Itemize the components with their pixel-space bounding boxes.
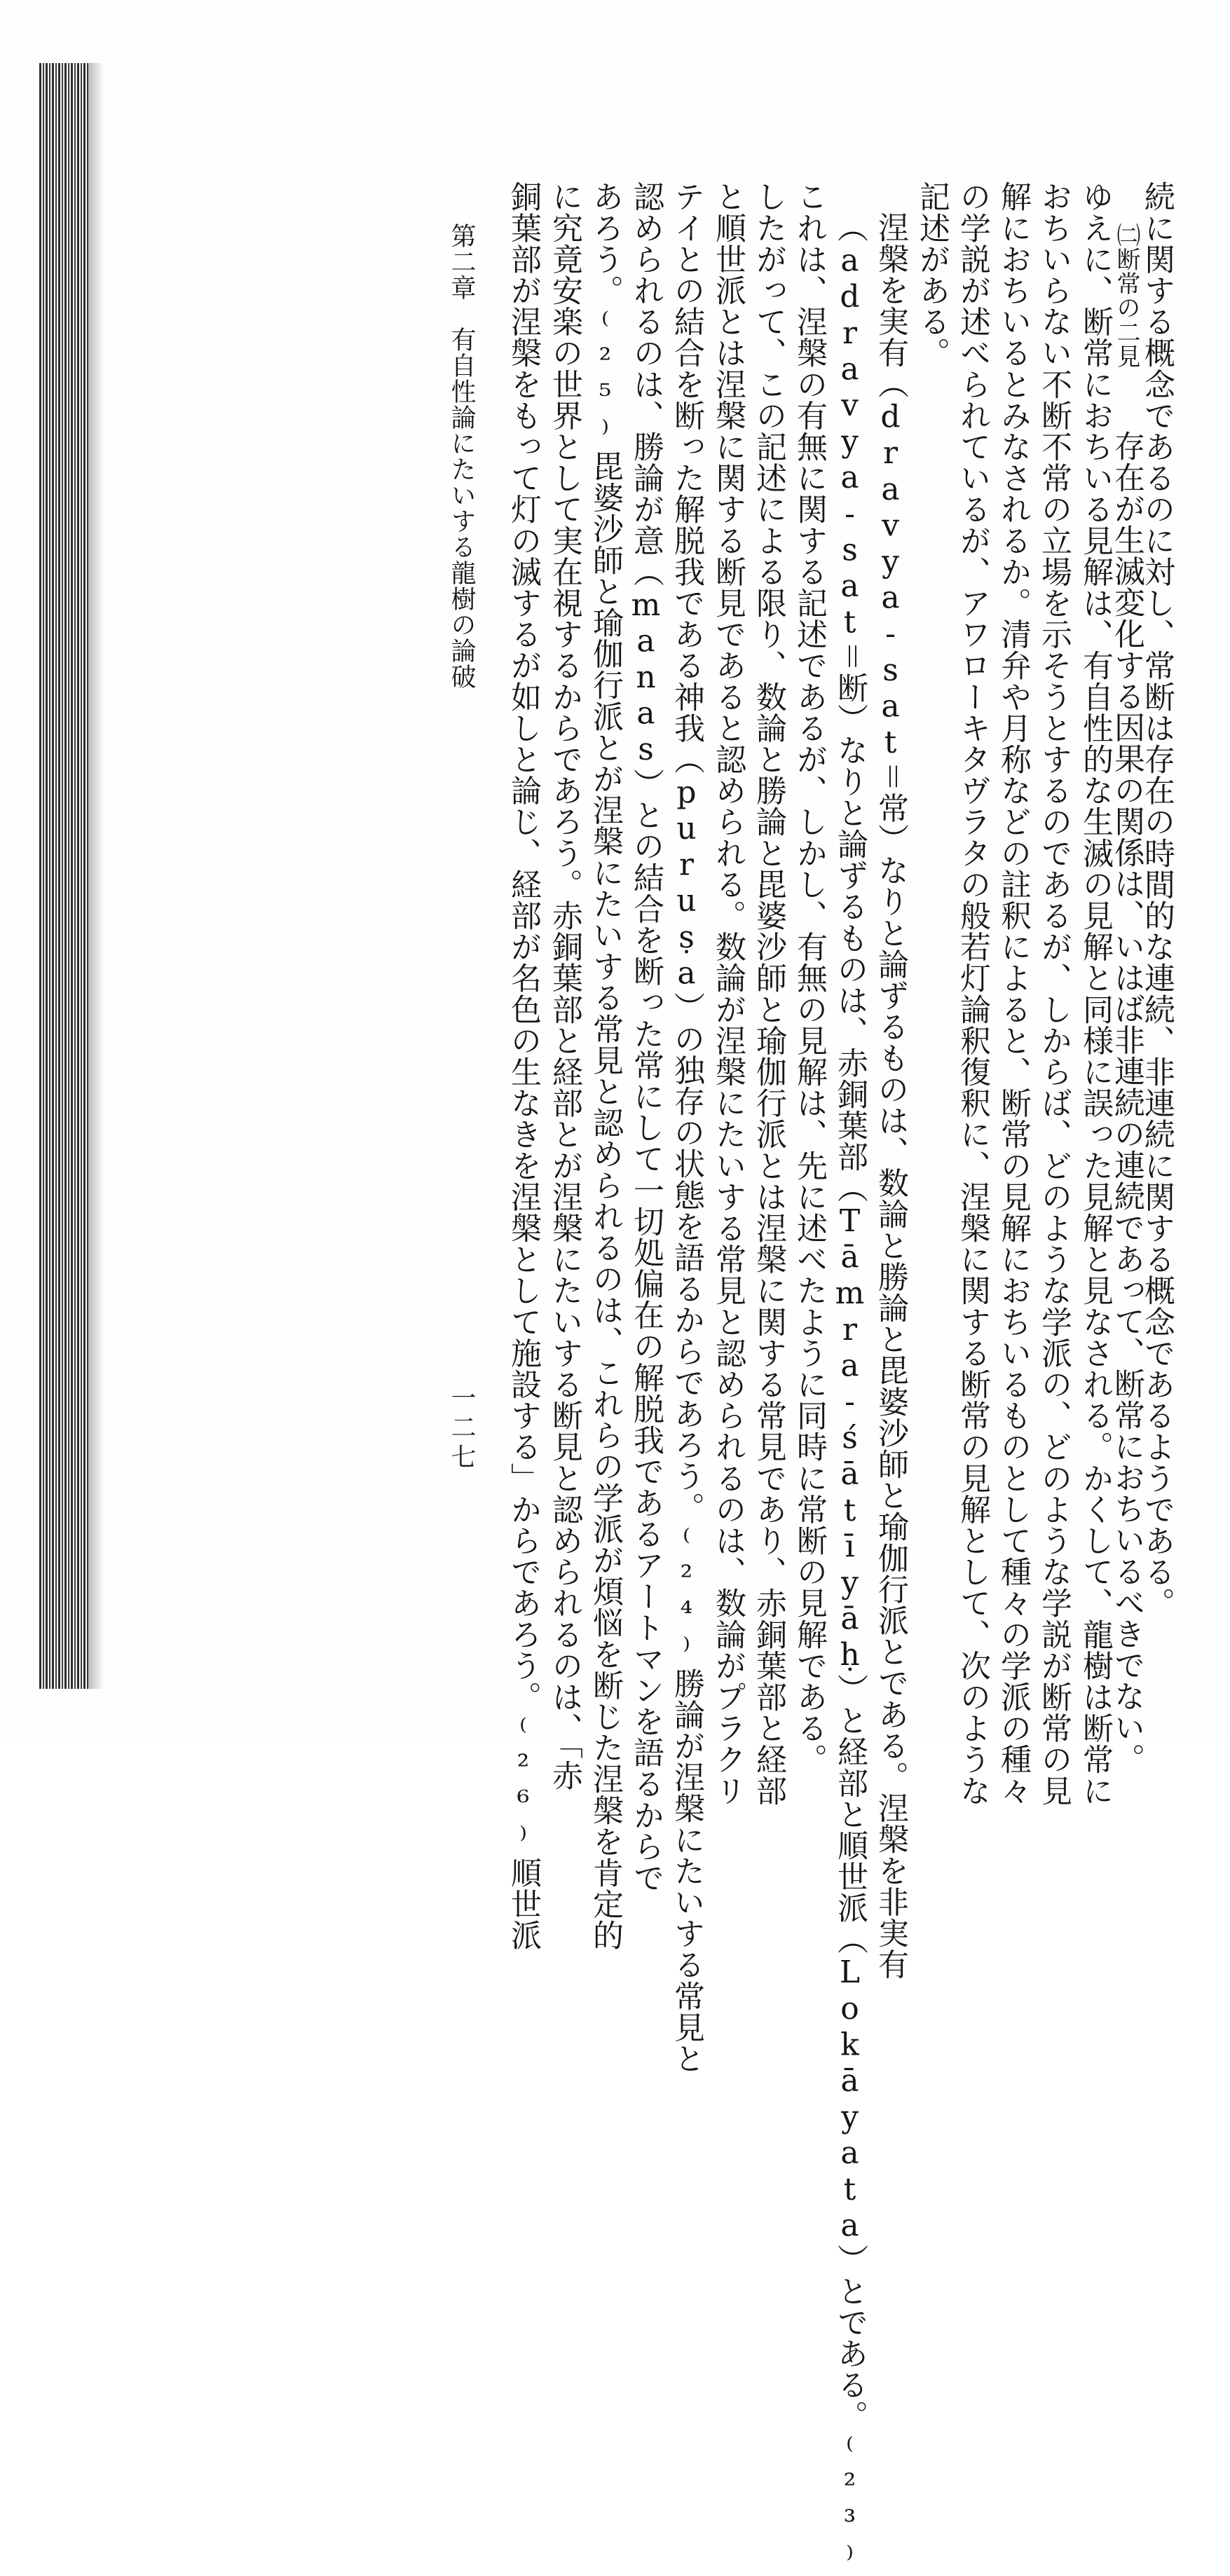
- binding-edge: [39, 63, 88, 1689]
- text-line-13: テイとの結合を断った解脱我である神我（puruṣa）の独存の状態を語るからであろう。⁽²⁴⁾勝論が涅槃にたいする常見と: [669, 181, 704, 2074]
- text-line-12: と順世派とは涅槃に関する断見であると認められる。数論が涅槃にたいする常見と認められるのは、数論がプラクリ: [710, 181, 746, 1807]
- section-number: ㈡: [1112, 223, 1140, 247]
- section-title: 断常の二見: [1112, 247, 1140, 369]
- text-line-14: 認められるのは、勝論が意（manas）との結合を断った常にして一切処偏在の解脱我であるアートマンを語るからで: [628, 181, 664, 1893]
- page-number: 一二七: [447, 1385, 476, 1473]
- text-line-5: 解におちいるとみなされるか。清弁や月称などの註釈によると、断常の見解におちいるものとして種々の学派の種々: [995, 181, 1031, 1807]
- running-footer: 第二章 有自性論にたいする龍樹の論破: [447, 223, 476, 690]
- text-line-10: これは、涅槃の有無に関する記述であるが、しかし、有無の見解は、先に述べたように同時に常断の見解である。: [791, 181, 827, 1775]
- section-heading: [1114, 223, 1138, 369]
- section-first-line: 存在が生滅変化する因果の関係は、いはば非連続の連続であって、断常におちいるべきでない。: [1109, 430, 1144, 1774]
- text-line-3: ゆえに、断常におちいる見解は、有自性的な生滅の見解と同様に誤った見解と見なされる。かくして、龍樹は断常に: [1077, 181, 1113, 1807]
- text-line-17: 銅葉部が涅槃をもって灯の滅するが如しと論じ、経部が名色の生なきを涅槃として施設する」からであろう。⁽²⁶⁾順世派: [505, 181, 541, 1951]
- quote-line-1: 涅槃を実有（dravya-sat＝常）なりと論ずるものは、数論と勝論と毘婆沙師と瑜伽行派とである。涅槃を非実有: [873, 212, 908, 1980]
- text-line-6: の学説が述べられているが、アワローキタヴラタの般若灯論釈復釈に、涅槃に関する断常の見解として、次のような: [955, 181, 990, 1807]
- text-line-4: おちいらない不断不常の立場を示そうとするのであるが、しからば、どのような学派の、どのような学説が断常の見: [1036, 181, 1072, 1807]
- text-line-11: したがって、この記述による限り、数論と勝論と毘婆沙師と瑜伽行派とは涅槃に関する常見であり、赤銅葉部と経部: [751, 181, 786, 1807]
- binding-shadow: [88, 63, 104, 1689]
- quote-line-2: （adravya-sat＝断）なりと論ずるものは、赤銅葉部（Tāmra-śātīyāḥ）と経部と順世派（Lokāyata）とである。⁽²³⁾: [832, 212, 868, 2576]
- text-line-16: に究竟安楽の世界として実在視するからであろう。赤銅葉部と経部とが涅槃にたいする断見と認められるのは、「赤: [547, 181, 582, 1791]
- text-line-7: 記述がある。: [914, 181, 950, 369]
- text-line-15: あろう。⁽²⁵⁾毘婆沙師と瑜伽行派とが涅槃にたいする常見と認められるのは、これらの学派が煩悩を断じた涅槃を肯定的: [587, 181, 623, 1951]
- text-line-1: 続に関する概念であるのに対し、常断は存在の時間的な連続、非連続に関する概念であるようである。: [1139, 181, 1175, 1619]
